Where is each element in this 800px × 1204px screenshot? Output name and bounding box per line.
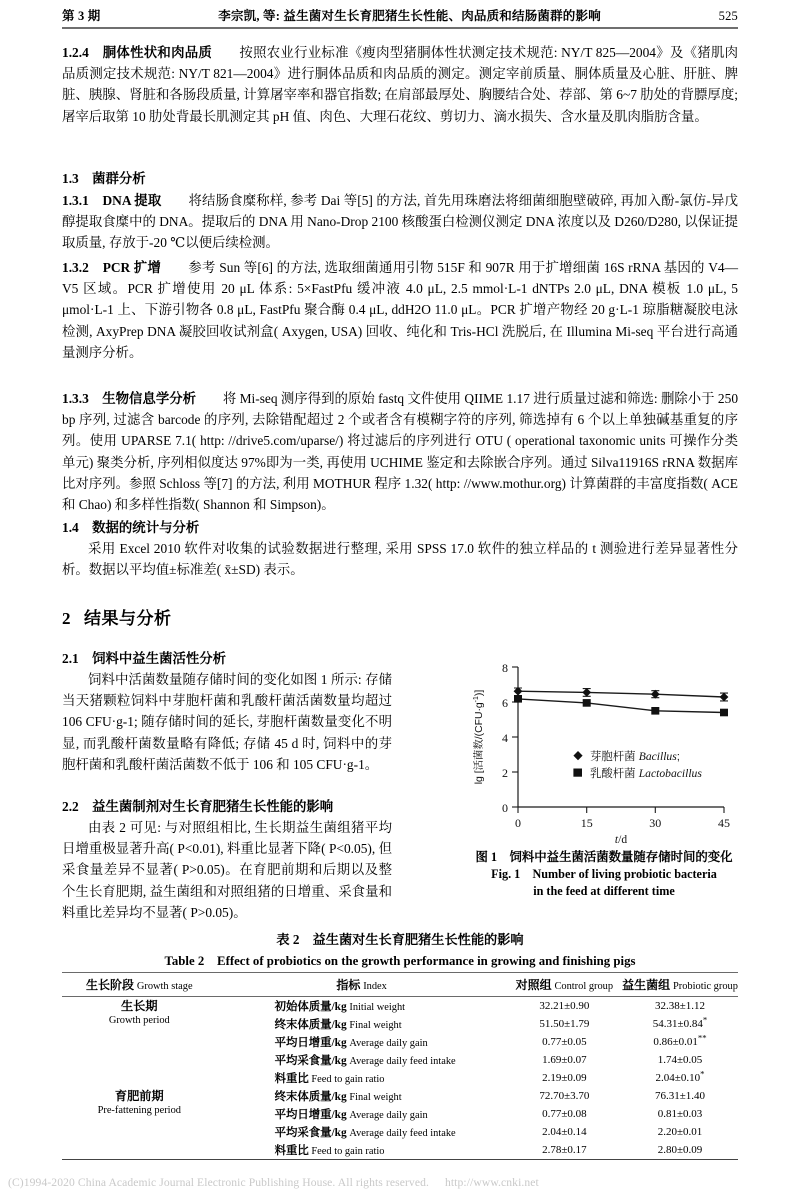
control-value: 0.77±0.08 [542,1108,587,1120]
index-cell: 平均采食量/kg Average daily feed intake [274,1055,456,1067]
series-bacillus-markers [514,687,729,702]
header-rule [62,27,738,29]
control-value: 2.78±0.17 [542,1144,587,1156]
section-1-3-heading [62,168,738,189]
x-tick-labels [515,816,730,830]
table-row [62,997,738,1016]
section-1-3-2-body: 参考 Sun 等[6] 的方法, 选取细菌通用引物 515F 和 907R 用于扩增细菌 16S rRNA 基因的 V4—V5 区域。PCR 扩增使用 20 μL 体系: 5×FastPfu 缓冲液 4.0 μL, 2.5 mmol·L-1 dNTPs 2.0 μL, DNA 模板 1.0 μL, 5 μmol·L-1 上、下游引物各 0.8 μL, FastPfu 聚合酶 0.4 μL, ddH2O 11.0 μL。PCR 扩增产物经 20 g·L-1 琼脂糖凝胶电泳检测, AxyPrep DNA 凝胶回收试剂盒( Axygen, USA) 回收、纯化和 Tris-HCl 洗脱后, 在 Illumina Mi-seq 平台进行高通量测序分析。 [62,260,739,360]
section-1-3-3-title: 生物信息学分析 [102,391,197,406]
section-1-3-2-title: PCR 扩增 [102,260,162,275]
running-head [62,6,738,24]
section-2-number: 2 [62,609,71,628]
figure-1-caption-cn: 图 1 饲料中益生菌活菌数量随存储时间的变化 [475,850,733,864]
figure-1-caption-en-line2: in the feed at different time [533,884,675,898]
section-1-4-title: 数据的统计与分析 [92,520,200,535]
section-1-3-3-number: 1.3.3 [62,391,89,406]
section-2-1-body: 饲料中活菌数量随存储时间的变化如图 1 所示: 存储当天猪颗粒饲料中芽胞杆菌和乳酸杆菌活菌数量均超过 106 CFU·g-1; 随存储时间的延长, 芽胞杆菌数量变化不明显, 而乳酸杆菌数量略有降低; 存储 45 d 时, 饲料中的芽胞杆菌和乳酸杆菌活菌数不低于 106 和 105 CFU·g-1。 [62,672,392,772]
legend-label-lactobacillus: 乳酸杆菌 Lactobacillus [590,767,702,780]
series-lactobacillus-line [518,699,724,713]
index-cell: 初始体质量/kg Initial weight [274,1001,406,1013]
col-header-probiotic-group: 益生菌组 Probiotic group [622,977,738,992]
svg-text:4: 4 [502,731,508,745]
chart-legend [573,749,702,780]
col-header-control-group: 对照组 Control group [515,977,614,992]
section-1-2-4-body: 按照农业行业标准《瘦肉型猪胴体性状测定技术规范: NY/T 825—2004》及《猪肌肉品质测定技术规范: NY/T 821—2004》进行胴体品质和肉品质的测定。测定宰前质量、胴体质量及心脏、肝脏、脾脏、胰腺、肾脏和各肠段质量, 计算屠宰率和器官指数; 在肩部最厚处、胸腰结合处、荐部、第 6~7 肋处的背膘厚度; 屠宰后取第 10 肋处背最长肌测定其 pH 值、肉色、大理石花纹、剪切力、滴水损失、含水量及肌肉脂肪含量。 [62,45,739,124]
index-cell: 平均采食量/kg Average daily feed intake [274,1127,456,1139]
legend-marker-lactobacillus [573,769,582,777]
probiotic-value: 2.80±0.09 [657,1144,703,1156]
figure-1 [466,655,742,900]
x-axis-ticks [518,807,724,813]
section-1-3-1-title: DNA 提取 [102,193,162,208]
table-row [62,1087,738,1105]
index-cell: 平均日增重/kg Average daily gain [274,1037,428,1049]
control-value: 51.50±1.79 [539,1018,590,1030]
col-header-growth-stage: 生长阶段 Growth stage [85,977,193,992]
section-1-3-2 [62,257,738,363]
probiotic-value: 2.20±0.01 [657,1126,703,1138]
section-1-2-4 [62,42,738,127]
probiotic-value: 0.86±0.01** [653,1032,707,1048]
section-2-2-heading [62,796,392,817]
svg-text:30: 30 [649,816,662,830]
section-2-1-heading [62,648,392,669]
index-cell: 料重比 Feed to gain ratio [274,1073,385,1085]
index-cell: 平均日增重/kg Average daily gain [274,1109,428,1121]
stage-cell-growth-period: 生长期 Growth period [108,999,170,1026]
table-header-row [62,973,738,997]
page-number: 525 [718,9,738,23]
section-1-3-1-body: 将结肠食糜称样, 参考 Dai 等[5] 的方法, 首先用珠磨法将细菌细胞壁破碎, 再加入酚-氯仿-异戊醇提取食糜中的 DNA。提取后的 DNA 用 Nano-Drop 2100 核酸蛋白检测仪测定 DNA 浓度以及 D260/D280, 以保证提取质量, 存放于-20 ℃以便后续检测。 [62,193,738,251]
footer-url: http://www.cnki.net [444,1176,539,1189]
y-tick-labels [502,661,508,815]
svg-text:0: 0 [515,816,521,830]
stage-cell-pre-fattening-period: 育肥前期 Pre-fattening period [97,1089,181,1116]
legend-marker-bacillus [573,751,582,760]
table-2-title-en: Table 2 Effect of probiotics on the growth performance in growing and finishing pigs [164,954,636,968]
chart-axes [518,667,724,807]
table-2-title-cn: 表 2 益生菌对生长育肥猪生长性能的影响 [276,932,524,947]
running-title: 李宗凯, 等: 益生菌对生长育肥猪生长性能、肉品质和结肠菌群的影响 [218,9,601,23]
y-axis-title: lg [活菌数$/(CFU\cdot g^{-1})$] [473,689,485,785]
section-2-2-body-wrap [62,817,392,923]
table-2-body [62,997,738,1160]
section-1-4-body: 采用 Excel 2010 软件对收集的试验数据进行整理, 采用 SPSS 17.0 软件的独立样品的 t 测验进行差异显著性分析。数据以平均值±标准差( x̄±SD) 表示。 [62,541,738,578]
probiotic-value: 54.31±0.84* [652,1014,708,1030]
index-cell: 料重比 Feed to gain ratio [274,1145,385,1157]
section-1-3-number: 1.3 [62,171,79,186]
control-value: 2.04±0.14 [542,1126,587,1138]
table-2 [62,972,738,1160]
svg-text:45: 45 [718,816,730,830]
section-1-4-number: 1.4 [62,520,79,535]
probiotic-value: 2.04±0.10* [655,1068,705,1084]
x-axis-title: t/d [614,834,628,845]
section-2-title: 结果与分析 [84,609,172,628]
section-1-3-1-number: 1.3.1 [62,193,89,208]
section-2-2-title: 益生菌制剂对生长育肥猪生长性能的影响 [92,799,334,814]
section-1-4-heading [62,517,738,538]
index-cell: 终末体质量/kg Final weight [274,1091,402,1103]
section-2-heading [62,604,172,629]
probiotic-value: 1.74±0.05 [657,1054,703,1066]
series-bacillus-line [518,691,724,697]
svg-text:8: 8 [502,661,508,675]
probiotic-value: 0.81±0.03 [657,1108,703,1120]
index-cell: 终末体质量/kg Final weight [274,1019,402,1031]
section-2-1-title: 饲料中益生菌活性分析 [92,651,227,666]
series-lactobacillus-markers [514,695,728,716]
section-1-3-title: 菌群分析 [92,171,146,186]
control-value: 0.77±0.05 [542,1036,587,1048]
section-1-3-3-body: 将 Mi-seq 测序得到的原始 fastq 文件使用 QIIME 1.17 进行质量过滤和筛选: 删除小于 250 bp 序列, 过滤含 barcode 的序列, 去除错配超过 2 个或者含有模糊字符的序列, 筛选掉有 6 个以上单独碱基重复的序列。使用 UPARSE 7.1( http: //drive5.com/uparse/) 将过滤后的序列进行 OTU ( operational taxonomic units 可操作分类单元) 聚类分析, 序列相似度达 97%即为一类, 再使用 UCHIME 鉴定和去除嵌合序列。通过 Silva11916S rRNA 数据库比对序列。参照 Schloss 等[7] 的方法, 利用 MOTHUR 程序 1.32( http: //www.mothur.org) 计算菌群的丰富度指数( ACE 和 Chao) 和多样性指数( Shannon 和 Simpson)。 [62,391,739,513]
section-1-2-4-title: 胴体性状和肉品质 [102,45,213,60]
table-2-head [62,973,738,997]
figure-1-caption-en-line1: Fig. 1 Number of living probiotic bacteria [491,867,717,881]
figure-1-caption [466,849,742,900]
section-2-2-body: 由表 2 可见: 与对照组相比, 生长期益生菌组猪平均日增重极显著升高( P<0.01), 料重比显著下降( P<0.05), 但采食量差异不显著( P>0.05)。在育肥前期和后期以及整个生长育肥期, 益生菌组和对照组猪的日增重、采食量和料重比差异均不显著( P>0.05)。 [62,820,392,920]
svg-text:6: 6 [502,696,508,710]
svg-text:15: 15 [580,816,593,830]
legend-label-bacillus: 芽胞杆菌 Bacillus; [590,750,680,763]
section-1-4-body-wrap [62,538,738,580]
issue-number: 第 3 期 [62,9,101,23]
svg-text:0: 0 [502,801,508,815]
control-value: 32.21±0.90 [539,1000,590,1012]
control-value: 72.70±3.70 [539,1090,590,1102]
section-1-3-3 [62,388,738,515]
section-1-3-1 [62,190,738,254]
col-header-index: 指标 Index [336,977,387,992]
section-2-1-number: 2.1 [62,651,79,666]
figure-1-plot [466,655,742,845]
series-bacillus-errorbars [514,688,728,701]
section-2-2-number: 2.2 [62,799,79,814]
svg-text:2: 2 [502,766,508,780]
section-1-2-4-number: 1.2.4 [62,45,89,60]
section-2-1-body-wrap [62,669,392,775]
footer [8,1176,792,1189]
section-1-3-2-number: 1.3.2 [62,260,89,275]
control-value: 1.69±0.07 [542,1054,587,1066]
control-value: 2.19±0.09 [542,1072,587,1084]
line-chart-svg [466,655,742,845]
footer-copyright: (C)1994-2020 China Academic Journal Electronic Publishing House. All rights reserved. [8,1176,429,1189]
probiotic-value: 32.38±1.12 [655,1000,706,1012]
probiotic-value: 76.31±1.40 [655,1090,706,1102]
